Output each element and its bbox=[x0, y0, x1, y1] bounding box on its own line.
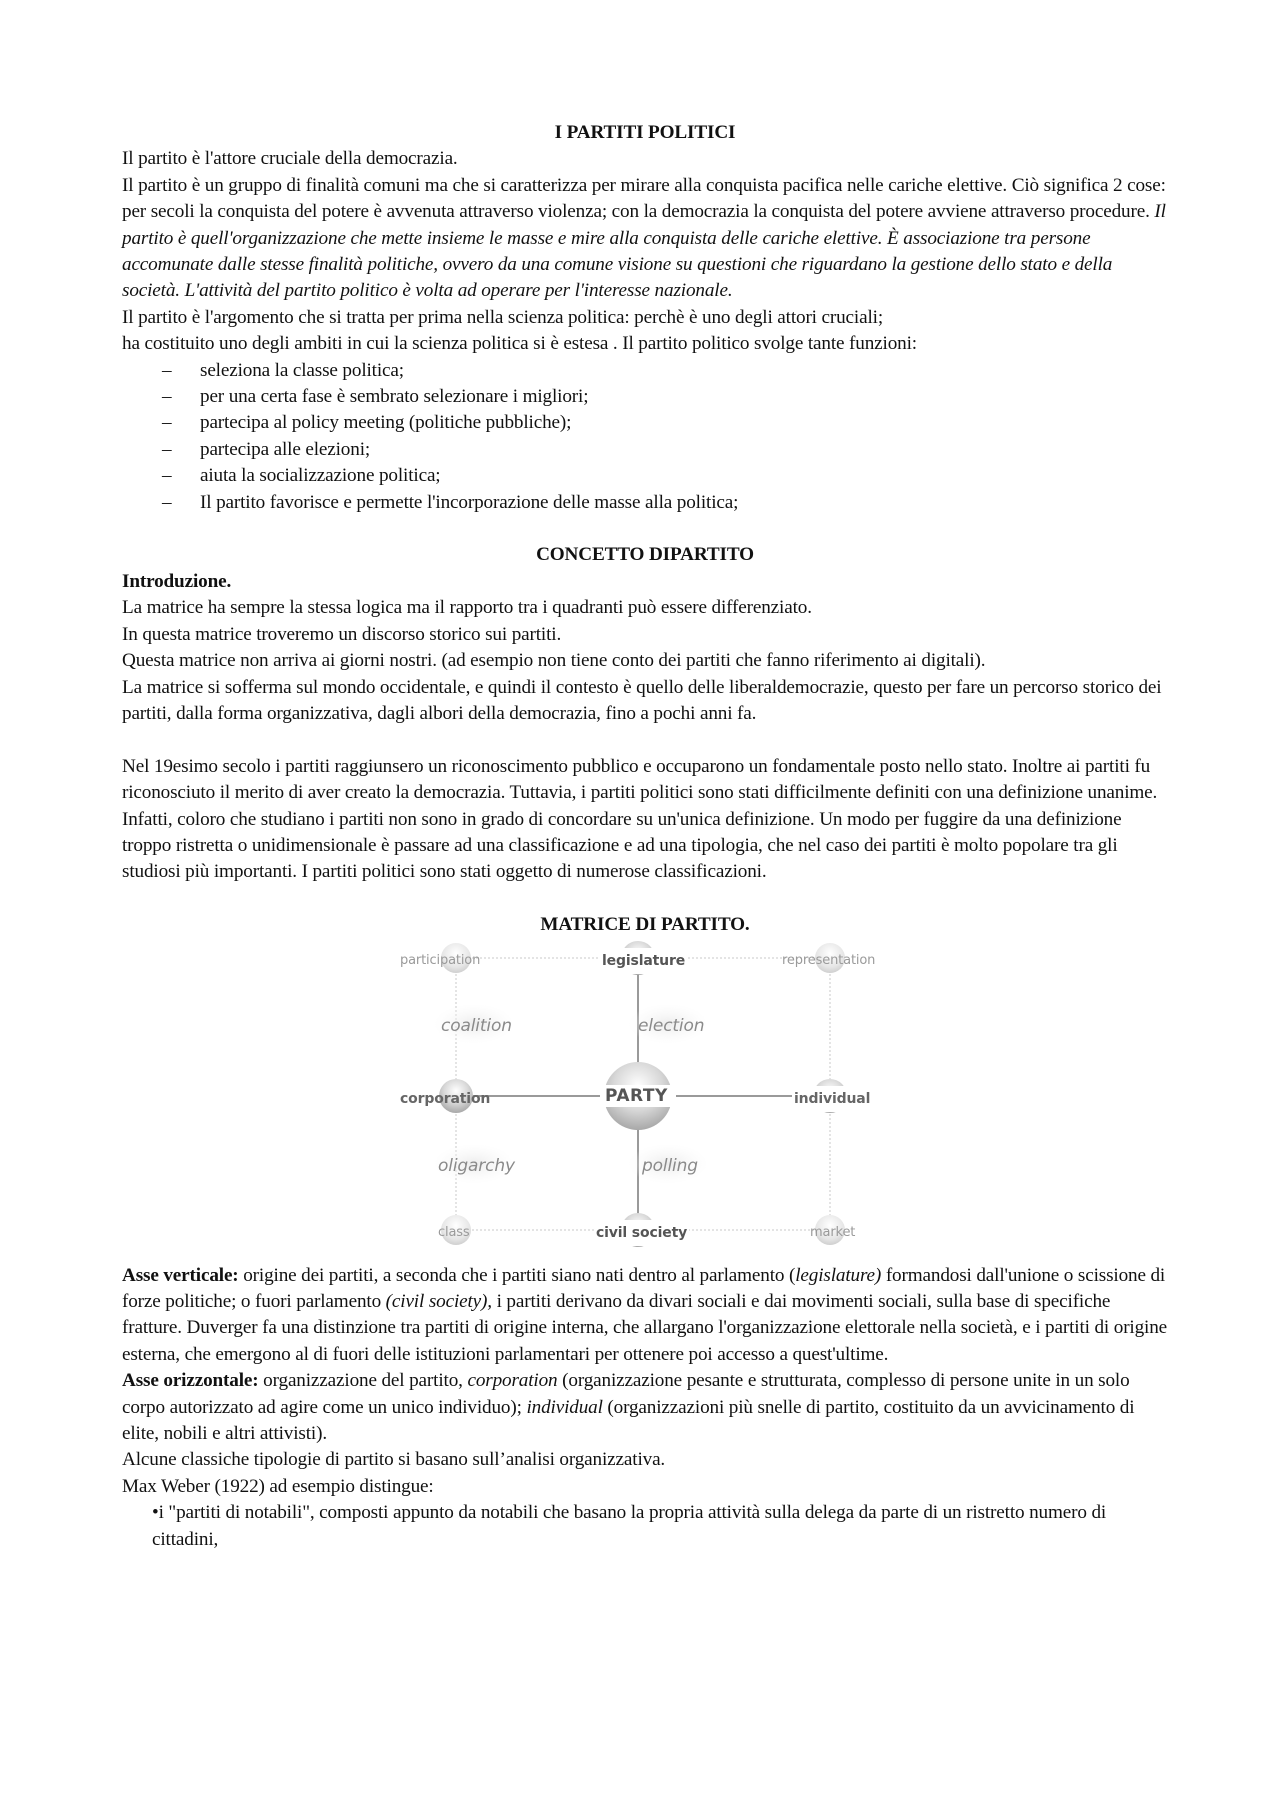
list-item bbox=[122, 490, 1168, 516]
term-corporation: corporation bbox=[467, 1370, 558, 1392]
matrix-line: La matrice ha sempre la stessa logica ma il rapporto tra i quadranti può essere differenziato. bbox=[122, 597, 812, 619]
dash-bullet-icon: – bbox=[162, 386, 172, 408]
spacer bbox=[122, 727, 1168, 753]
paragraph-text: i partiti derivano da divari sociali e dai movimenti sociali, sulla base di specifiche fratture. Duverger fa una distinzione tra partiti di origine interna, che allargano l'organizzazione elettorale nella società, e i partiti di origine esterna, che emergono al di fuori delle istituzioni parlamentari per ottenere poi accesso a quest'ultime. bbox=[122, 1290, 1168, 1365]
node-market: market bbox=[810, 1224, 856, 1240]
vertical-axis-paragraph bbox=[122, 1263, 1168, 1369]
quadrant-polling: polling bbox=[642, 1155, 698, 1176]
paragraph-text: (organizzazione pesante e strutturata, complesso di persone unite in un solo corpo autorizzato ad agire come un unico individuo); bbox=[122, 1370, 1130, 1418]
list-item-text: partecipa al policy meeting (politiche pubbliche); bbox=[200, 412, 572, 434]
functions-list bbox=[122, 358, 1168, 516]
party-matrix-diagram bbox=[122, 941, 1168, 1263]
horizontal-axis-label: Asse orizzontale: bbox=[122, 1370, 259, 1392]
term-civil-society: (civil society), bbox=[385, 1290, 492, 1312]
list-item-text: seleziona la classe politica; bbox=[200, 359, 404, 381]
quadrant-coalition: coalition bbox=[441, 1015, 512, 1036]
horizontal-axis-paragraph bbox=[122, 1368, 1168, 1447]
node-legislature: legislature bbox=[600, 948, 687, 974]
term-individual: individual bbox=[526, 1396, 603, 1418]
section-title-concetto: CONCETTO DIPARTITO bbox=[536, 544, 754, 566]
science-line: Il partito è l'argomento che si tratta per prima nella scienza politica: perchè è uno degli attori cruciali; bbox=[122, 306, 884, 328]
spacer bbox=[122, 516, 1168, 542]
list-item-text: Il partito favorisce e permette l'incorporazione delle masse alla politica; bbox=[200, 491, 739, 513]
list-item bbox=[122, 437, 1168, 463]
node-party: PARTY bbox=[605, 1085, 668, 1106]
definition-text: Il partito è un gruppo di finalità comuni ma che si caratterizza per mirare alla conquista pacifica nelle cariche elettive. Ciò significa 2 cose: per secoli la conquista del potere è avvenuta attraverso violenza; con la democrazia la conquista del potere avviene attraverso procedure. bbox=[122, 174, 1166, 223]
paragraph-text: origine dei partiti, a seconda che i partiti siano nati dentro al parlamento ( bbox=[238, 1264, 796, 1286]
list-item-text: per una certa fase è sembrato selezionare i migliori; bbox=[200, 386, 589, 408]
matrix-line: In questa matrice troveremo un discorso storico sui partiti. bbox=[122, 623, 562, 645]
vertical-axis-label: Asse verticale: bbox=[122, 1264, 239, 1286]
node-class: class bbox=[438, 1224, 470, 1240]
term-legislature: legislature) bbox=[795, 1264, 882, 1286]
node-civil-society: civil society bbox=[594, 1220, 689, 1246]
list-item bbox=[122, 384, 1168, 410]
typologies-line: Alcune classiche tipologie di partito si basano sull’analisi organizzativa. bbox=[122, 1449, 666, 1471]
list-item bbox=[122, 410, 1168, 436]
node-representation: representation bbox=[782, 952, 876, 968]
spacer bbox=[122, 886, 1168, 912]
dash-bullet-icon: – bbox=[162, 359, 172, 381]
intro-line: Il partito è l'attore cruciale della democrazia. bbox=[122, 148, 458, 170]
list-item bbox=[122, 358, 1168, 384]
dash-bullet-icon: – bbox=[162, 465, 172, 487]
paragraph-text: organizzazione del partito, bbox=[258, 1370, 468, 1392]
node-participation: participation bbox=[400, 952, 481, 968]
quadrant-oligarchy: oligarchy bbox=[438, 1155, 515, 1176]
section-subtitle: Introduzione. bbox=[122, 570, 232, 592]
paragraph-text: formandosi dall'unione o scissione di forze politiche; o fuori parlamento bbox=[122, 1264, 1166, 1312]
definition-italic-text: Il partito è quell'organizzazione che mette insieme le masse e mire alla conquista delle cariche elettive. È associazione tra persone accomunate dalle stesse finalità politiche, ovvero da una comune visione su questioni che riguardano la gestione dello stato e della società. L'attività del partito politico è volta ad operare per l'interesse nazionale. bbox=[122, 201, 1166, 302]
section-title-matrice: MATRICE DI PARTITO. bbox=[540, 914, 750, 936]
node-individual: individual bbox=[792, 1086, 870, 1112]
node-corporation: corporation bbox=[400, 1090, 491, 1107]
document-page bbox=[122, 120, 1168, 1553]
history-paragraph: Nel 19esimo secolo i partiti raggiunsero un riconoscimento pubblico e occuparono un fondamentale posto nello stato. Inoltre ai partiti fu riconosciuto il merito di aver creato la democrazia. Tuttavia, i partiti politici sono stati difficilmente definiti con una definizione unanime. Infatti, coloro che studiano i partiti non sono in grado di concordare su un'unica definizione. Un modo per fuggire da una definizione troppo ristretta o unidimensionale è passare ad una classificazione e ad una tipologia, che nel caso dei partiti è molto popolare tra gli studiosi più importanti. I partiti politici sono stati oggetto di numerose classificazioni. bbox=[122, 755, 1158, 883]
functions-intro-line: ha costituito uno degli ambiti in cui la scienza politica si è estesa . Il partito politico svolge tante funzioni: bbox=[122, 333, 917, 355]
dash-bullet-icon: – bbox=[162, 438, 172, 460]
definition-paragraph bbox=[122, 173, 1168, 305]
matrix-line: La matrice si sofferma sul mondo occidentale, e quindi il contesto è quello delle liberaldemocrazie, questo per fare un percorso storico dei partiti, dalla forma organizzativa, dagli albori della democrazia, fino a pochi anni fa. bbox=[122, 676, 1162, 724]
list-item-text: aiuta la socializzazione politica; bbox=[200, 465, 441, 487]
page-title: I PARTITI POLITICI bbox=[554, 122, 736, 143]
weber-line: Max Weber (1922) ad esempio distingue: bbox=[122, 1475, 434, 1497]
dash-bullet-icon: – bbox=[162, 491, 172, 513]
dash-bullet-icon: – bbox=[162, 412, 172, 434]
list-item-text: partecipa alle elezioni; bbox=[200, 438, 371, 460]
weber-list-item: •i "partiti di notabili", composti appunto da notabili che basano la propria attività sulla delega da parte di un ristretto numero di cittadini, bbox=[152, 1502, 1107, 1550]
quadrant-election: election bbox=[638, 1015, 705, 1036]
matrix-line: Questa matrice non arriva ai giorni nostri. (ad esempio non tiene conto dei partiti che fanno riferimento ai digitali). bbox=[122, 650, 986, 672]
paragraph-text: (organizzazioni più snelle di partito, costituito da un avvicinamento di elite, nobili e altri attivisti). bbox=[122, 1396, 1135, 1444]
list-item bbox=[122, 463, 1168, 489]
